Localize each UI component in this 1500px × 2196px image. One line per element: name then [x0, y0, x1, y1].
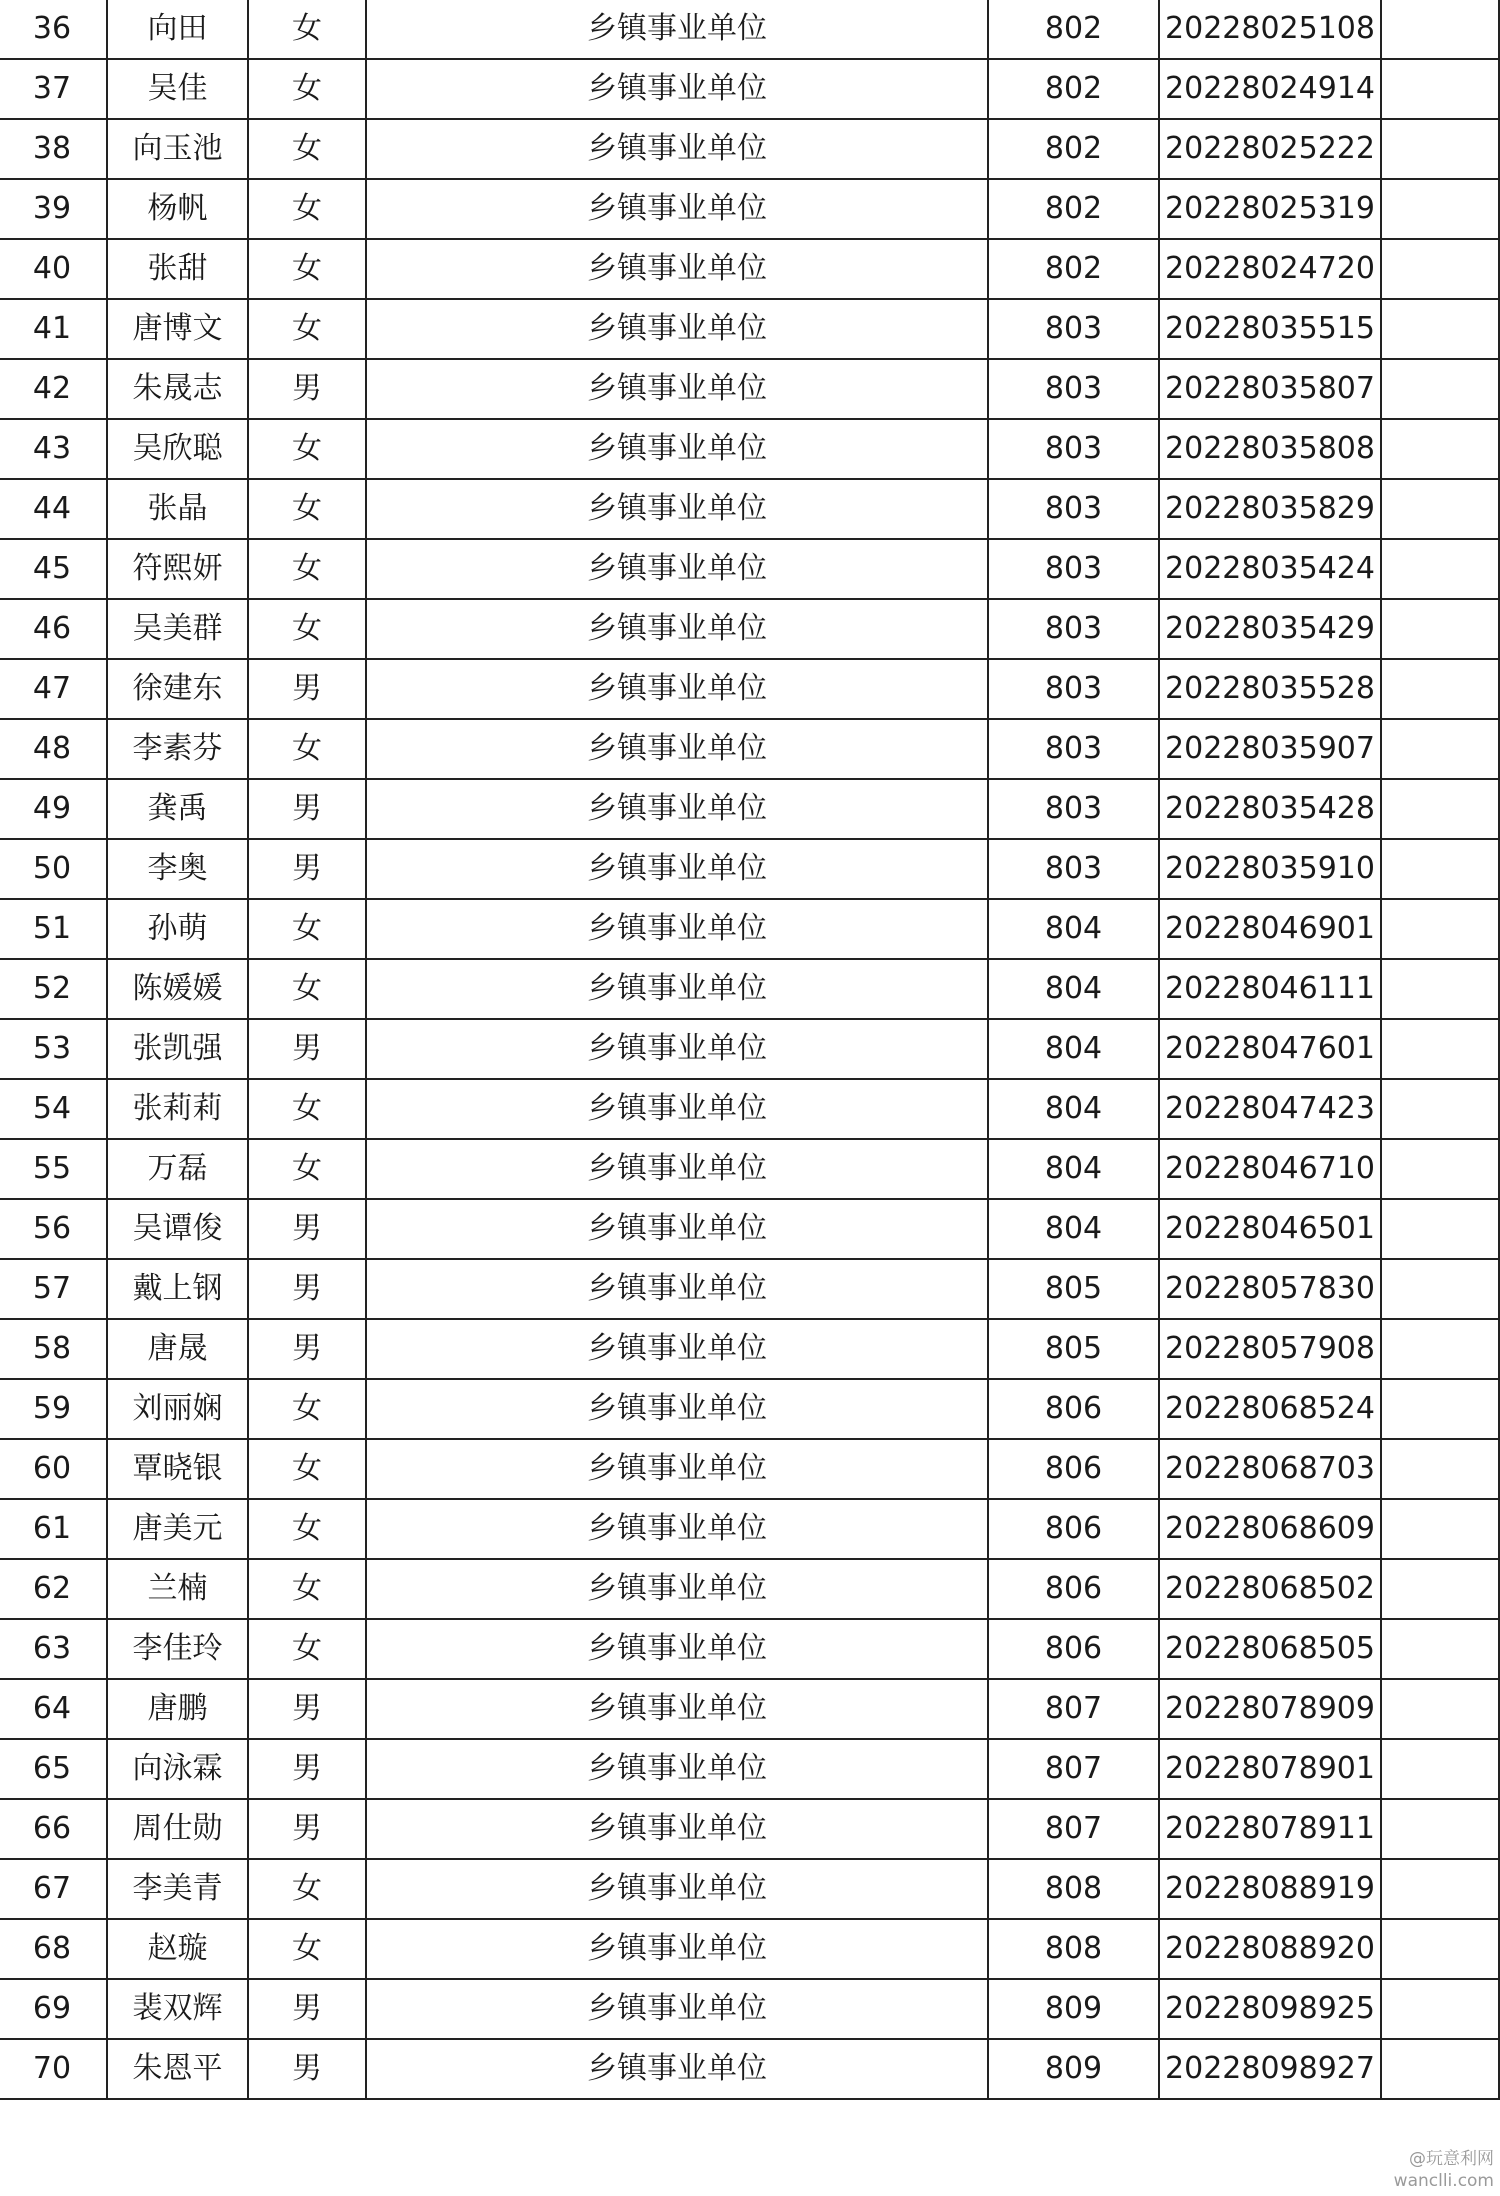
row-number-cell: 49 — [0, 779, 107, 839]
table-row — [0, 1199, 1499, 1259]
position-code-cell: 803 — [988, 659, 1159, 719]
table-row — [0, 1019, 1499, 1079]
gender-cell: 女 — [248, 1499, 366, 1559]
row-number-cell: 53 — [0, 1019, 107, 1079]
gender-cell: 女 — [248, 59, 366, 119]
name-cell: 张莉莉 — [107, 1079, 248, 1139]
unit-type-cell: 乡镇事业单位 — [366, 719, 988, 779]
position-code-cell: 807 — [988, 1799, 1159, 1859]
row-number-cell: 47 — [0, 659, 107, 719]
row-number-cell: 37 — [0, 59, 107, 119]
remarks-cell — [1381, 2039, 1499, 2099]
exam-id-cell: 20228068502 — [1159, 1559, 1381, 1619]
remarks-cell — [1381, 1019, 1499, 1079]
table-row — [0, 1499, 1499, 1559]
row-number-cell: 44 — [0, 479, 107, 539]
exam-id-cell: 20228078901 — [1159, 1739, 1381, 1799]
position-code-cell: 809 — [988, 1979, 1159, 2039]
row-number-cell: 51 — [0, 899, 107, 959]
row-number-cell: 56 — [0, 1199, 107, 1259]
remarks-cell — [1381, 1919, 1499, 1979]
gender-cell: 男 — [248, 1799, 366, 1859]
position-code-cell: 803 — [988, 299, 1159, 359]
remarks-cell — [1381, 719, 1499, 779]
name-cell: 李素芬 — [107, 719, 248, 779]
exam-id-cell: 20228068505 — [1159, 1619, 1381, 1679]
table-row — [0, 659, 1499, 719]
name-cell: 向玉池 — [107, 119, 248, 179]
unit-type-cell: 乡镇事业单位 — [366, 539, 988, 599]
table-row — [0, 119, 1499, 179]
position-code-cell: 804 — [988, 959, 1159, 1019]
unit-type-cell: 乡镇事业单位 — [366, 1499, 988, 1559]
unit-type-cell: 乡镇事业单位 — [366, 839, 988, 899]
row-number-cell: 64 — [0, 1679, 107, 1739]
row-number-cell: 43 — [0, 419, 107, 479]
name-cell: 龚禹 — [107, 779, 248, 839]
exam-id-cell: 20228098927 — [1159, 2039, 1381, 2099]
position-code-cell: 805 — [988, 1319, 1159, 1379]
exam-id-cell: 20228088920 — [1159, 1919, 1381, 1979]
position-code-cell: 803 — [988, 599, 1159, 659]
row-number-cell: 69 — [0, 1979, 107, 2039]
position-code-cell: 803 — [988, 479, 1159, 539]
position-code-cell: 803 — [988, 779, 1159, 839]
remarks-cell — [1381, 1859, 1499, 1919]
name-cell: 孙萌 — [107, 899, 248, 959]
remarks-cell — [1381, 839, 1499, 899]
row-number-cell: 38 — [0, 119, 107, 179]
position-code-cell: 807 — [988, 1679, 1159, 1739]
position-code-cell: 803 — [988, 419, 1159, 479]
row-number-cell: 40 — [0, 239, 107, 299]
row-number-cell: 61 — [0, 1499, 107, 1559]
unit-type-cell: 乡镇事业单位 — [366, 1259, 988, 1319]
table-row — [0, 1139, 1499, 1199]
gender-cell: 女 — [248, 899, 366, 959]
row-number-cell: 46 — [0, 599, 107, 659]
name-cell: 周仕勋 — [107, 1799, 248, 1859]
name-cell: 吴美群 — [107, 599, 248, 659]
table-row — [0, 539, 1499, 599]
table-row — [0, 1379, 1499, 1439]
table-row — [0, 299, 1499, 359]
table-row — [0, 1559, 1499, 1619]
name-cell: 李美青 — [107, 1859, 248, 1919]
unit-type-cell: 乡镇事业单位 — [366, 1199, 988, 1259]
position-code-cell: 804 — [988, 1079, 1159, 1139]
position-code-cell: 802 — [988, 119, 1159, 179]
remarks-cell — [1381, 59, 1499, 119]
table-row — [0, 1919, 1499, 1979]
gender-cell: 女 — [248, 1379, 366, 1439]
unit-type-cell: 乡镇事业单位 — [366, 1559, 988, 1619]
remarks-cell — [1381, 599, 1499, 659]
position-code-cell: 806 — [988, 1619, 1159, 1679]
table-row — [0, 839, 1499, 899]
row-number-cell: 45 — [0, 539, 107, 599]
remarks-cell — [1381, 359, 1499, 419]
exam-id-cell: 20228035429 — [1159, 599, 1381, 659]
position-code-cell: 803 — [988, 719, 1159, 779]
gender-cell: 女 — [248, 1919, 366, 1979]
name-cell: 朱晟志 — [107, 359, 248, 419]
exam-id-cell: 20228035910 — [1159, 839, 1381, 899]
unit-type-cell: 乡镇事业单位 — [366, 1679, 988, 1739]
position-code-cell: 804 — [988, 899, 1159, 959]
exam-id-cell: 20228024914 — [1159, 59, 1381, 119]
name-cell: 唐博文 — [107, 299, 248, 359]
name-cell: 李奥 — [107, 839, 248, 899]
row-number-cell: 52 — [0, 959, 107, 1019]
name-cell: 覃晓银 — [107, 1439, 248, 1499]
remarks-cell — [1381, 1079, 1499, 1139]
table-row — [0, 1679, 1499, 1739]
remarks-cell — [1381, 1499, 1499, 1559]
gender-cell: 女 — [248, 119, 366, 179]
remarks-cell — [1381, 1379, 1499, 1439]
remarks-cell — [1381, 239, 1499, 299]
gender-cell: 女 — [248, 1439, 366, 1499]
unit-type-cell: 乡镇事业单位 — [366, 1619, 988, 1679]
gender-cell: 女 — [248, 299, 366, 359]
unit-type-cell: 乡镇事业单位 — [366, 1739, 988, 1799]
row-number-cell: 42 — [0, 359, 107, 419]
unit-type-cell: 乡镇事业单位 — [366, 179, 988, 239]
row-number-cell: 65 — [0, 1739, 107, 1799]
unit-type-cell: 乡镇事业单位 — [366, 1019, 988, 1079]
position-code-cell: 803 — [988, 839, 1159, 899]
name-cell: 杨帆 — [107, 179, 248, 239]
name-cell: 万磊 — [107, 1139, 248, 1199]
unit-type-cell: 乡镇事业单位 — [366, 299, 988, 359]
exam-id-cell: 20228068703 — [1159, 1439, 1381, 1499]
name-cell: 吴谭俊 — [107, 1199, 248, 1259]
exam-id-cell: 20228088919 — [1159, 1859, 1381, 1919]
name-cell: 刘丽娴 — [107, 1379, 248, 1439]
gender-cell: 女 — [248, 539, 366, 599]
gender-cell: 女 — [248, 1139, 366, 1199]
row-number-cell: 59 — [0, 1379, 107, 1439]
exam-id-cell: 20228035424 — [1159, 539, 1381, 599]
exam-id-cell: 20228035515 — [1159, 299, 1381, 359]
exam-id-cell: 20228046501 — [1159, 1199, 1381, 1259]
gender-cell: 男 — [248, 2039, 366, 2099]
position-code-cell: 808 — [988, 1919, 1159, 1979]
exam-id-cell: 20228078909 — [1159, 1679, 1381, 1739]
unit-type-cell: 乡镇事业单位 — [366, 59, 988, 119]
exam-id-cell: 20228078911 — [1159, 1799, 1381, 1859]
table-row — [0, 1799, 1499, 1859]
gender-cell: 男 — [248, 659, 366, 719]
remarks-cell — [1381, 1619, 1499, 1679]
exam-id-cell: 20228035807 — [1159, 359, 1381, 419]
row-number-cell: 48 — [0, 719, 107, 779]
table-row — [0, 1439, 1499, 1499]
position-code-cell: 803 — [988, 539, 1159, 599]
unit-type-cell: 乡镇事业单位 — [366, 659, 988, 719]
watermark-line-2: wanclli.com — [1393, 2171, 1494, 2191]
table-row — [0, 1739, 1499, 1799]
unit-type-cell: 乡镇事业单位 — [366, 959, 988, 1019]
unit-type-cell: 乡镇事业单位 — [366, 1079, 988, 1139]
unit-type-cell: 乡镇事业单位 — [366, 1979, 988, 2039]
position-code-cell: 808 — [988, 1859, 1159, 1919]
position-code-cell: 806 — [988, 1559, 1159, 1619]
row-number-cell: 57 — [0, 1259, 107, 1319]
unit-type-cell: 乡镇事业单位 — [366, 239, 988, 299]
exam-id-cell: 20228098925 — [1159, 1979, 1381, 2039]
table-row — [0, 2039, 1499, 2099]
position-code-cell: 809 — [988, 2039, 1159, 2099]
table-row — [0, 1619, 1499, 1679]
table-row — [0, 419, 1499, 479]
name-cell: 张晶 — [107, 479, 248, 539]
row-number-cell: 62 — [0, 1559, 107, 1619]
row-number-cell: 63 — [0, 1619, 107, 1679]
name-cell: 徐建东 — [107, 659, 248, 719]
gender-cell: 男 — [248, 1259, 366, 1319]
remarks-cell — [1381, 659, 1499, 719]
name-cell: 李佳玲 — [107, 1619, 248, 1679]
unit-type-cell: 乡镇事业单位 — [366, 1799, 988, 1859]
name-cell: 张甜 — [107, 239, 248, 299]
exam-id-cell: 20228046710 — [1159, 1139, 1381, 1199]
exam-id-cell: 20228035528 — [1159, 659, 1381, 719]
position-code-cell: 806 — [988, 1499, 1159, 1559]
exam-id-cell: 20228025222 — [1159, 119, 1381, 179]
gender-cell: 女 — [248, 479, 366, 539]
watermark-line-1: @玩意利网 — [1409, 2149, 1494, 2169]
table-row — [0, 1859, 1499, 1919]
gender-cell: 女 — [248, 1079, 366, 1139]
table-row — [0, 1979, 1499, 2039]
remarks-cell — [1381, 1139, 1499, 1199]
row-number-cell: 58 — [0, 1319, 107, 1379]
unit-type-cell: 乡镇事业单位 — [366, 0, 988, 59]
exam-id-cell: 20228035808 — [1159, 419, 1381, 479]
gender-cell: 女 — [248, 179, 366, 239]
gender-cell: 男 — [248, 839, 366, 899]
row-number-cell: 54 — [0, 1079, 107, 1139]
exam-id-cell: 20228068524 — [1159, 1379, 1381, 1439]
exam-id-cell: 20228047601 — [1159, 1019, 1381, 1079]
table-row — [0, 0, 1499, 59]
row-number-cell: 66 — [0, 1799, 107, 1859]
position-code-cell: 803 — [988, 359, 1159, 419]
row-number-cell: 70 — [0, 2039, 107, 2099]
exam-id-cell: 20228046111 — [1159, 959, 1381, 1019]
remarks-cell — [1381, 0, 1499, 59]
name-cell: 吴欣聪 — [107, 419, 248, 479]
remarks-cell — [1381, 1799, 1499, 1859]
position-code-cell: 802 — [988, 239, 1159, 299]
remarks-cell — [1381, 479, 1499, 539]
row-number-cell: 60 — [0, 1439, 107, 1499]
gender-cell: 女 — [248, 959, 366, 1019]
table-row — [0, 899, 1499, 959]
remarks-cell — [1381, 1259, 1499, 1319]
table-row — [0, 1319, 1499, 1379]
gender-cell: 男 — [248, 1319, 366, 1379]
row-number-cell: 55 — [0, 1139, 107, 1199]
position-code-cell: 806 — [988, 1439, 1159, 1499]
gender-cell: 男 — [248, 1739, 366, 1799]
exam-id-cell: 20228035428 — [1159, 779, 1381, 839]
gender-cell: 女 — [248, 419, 366, 479]
row-number-cell: 68 — [0, 1919, 107, 1979]
table-row — [0, 479, 1499, 539]
name-cell: 朱恩平 — [107, 2039, 248, 2099]
position-code-cell: 804 — [988, 1199, 1159, 1259]
gender-cell: 女 — [248, 1619, 366, 1679]
remarks-cell — [1381, 1439, 1499, 1499]
table-row — [0, 239, 1499, 299]
row-number-cell: 36 — [0, 0, 107, 59]
gender-cell: 女 — [248, 1859, 366, 1919]
remarks-cell — [1381, 1679, 1499, 1739]
gender-cell: 男 — [248, 1979, 366, 2039]
name-cell: 张凯强 — [107, 1019, 248, 1079]
position-code-cell: 802 — [988, 179, 1159, 239]
gender-cell: 女 — [248, 599, 366, 659]
name-cell: 唐晟 — [107, 1319, 248, 1379]
name-cell: 向泳霖 — [107, 1739, 248, 1799]
table-row — [0, 359, 1499, 419]
gender-cell: 女 — [248, 0, 366, 59]
unit-type-cell: 乡镇事业单位 — [366, 479, 988, 539]
position-code-cell: 804 — [988, 1019, 1159, 1079]
exam-id-cell: 20228025319 — [1159, 179, 1381, 239]
exam-id-cell: 20228035907 — [1159, 719, 1381, 779]
remarks-cell — [1381, 899, 1499, 959]
name-cell: 兰楠 — [107, 1559, 248, 1619]
remarks-cell — [1381, 419, 1499, 479]
gender-cell: 男 — [248, 1199, 366, 1259]
table-row — [0, 1079, 1499, 1139]
remarks-cell — [1381, 959, 1499, 1019]
table-row — [0, 959, 1499, 1019]
gender-cell: 女 — [248, 719, 366, 779]
unit-type-cell: 乡镇事业单位 — [366, 899, 988, 959]
exam-id-cell: 20228024720 — [1159, 239, 1381, 299]
name-cell: 陈媛媛 — [107, 959, 248, 1019]
exam-id-cell: 20228057830 — [1159, 1259, 1381, 1319]
gender-cell: 男 — [248, 1019, 366, 1079]
unit-type-cell: 乡镇事业单位 — [366, 419, 988, 479]
unit-type-cell: 乡镇事业单位 — [366, 599, 988, 659]
name-cell: 唐美元 — [107, 1499, 248, 1559]
name-cell: 裴双辉 — [107, 1979, 248, 2039]
table-row — [0, 719, 1499, 779]
name-cell: 戴上钢 — [107, 1259, 248, 1319]
unit-type-cell: 乡镇事业单位 — [366, 1919, 988, 1979]
exam-id-cell: 20228046901 — [1159, 899, 1381, 959]
table-row — [0, 599, 1499, 659]
unit-type-cell: 乡镇事业单位 — [366, 779, 988, 839]
name-cell: 唐鹏 — [107, 1679, 248, 1739]
unit-type-cell: 乡镇事业单位 — [366, 1319, 988, 1379]
table-row — [0, 1259, 1499, 1319]
remarks-cell — [1381, 779, 1499, 839]
remarks-cell — [1381, 299, 1499, 359]
remarks-cell — [1381, 1199, 1499, 1259]
position-code-cell: 804 — [988, 1139, 1159, 1199]
exam-id-cell: 20228057908 — [1159, 1319, 1381, 1379]
position-code-cell: 806 — [988, 1379, 1159, 1439]
exam-id-cell: 20228025108 — [1159, 0, 1381, 59]
name-cell: 符熙妍 — [107, 539, 248, 599]
position-code-cell: 807 — [988, 1739, 1159, 1799]
name-cell: 赵璇 — [107, 1919, 248, 1979]
remarks-cell — [1381, 1739, 1499, 1799]
remarks-cell — [1381, 1319, 1499, 1379]
table-row — [0, 779, 1499, 839]
gender-cell: 男 — [248, 779, 366, 839]
unit-type-cell: 乡镇事业单位 — [366, 119, 988, 179]
position-code-cell: 802 — [988, 59, 1159, 119]
watermark — [1394, 2148, 1494, 2192]
row-number-cell: 50 — [0, 839, 107, 899]
name-cell: 向田 — [107, 0, 248, 59]
unit-type-cell: 乡镇事业单位 — [366, 1439, 988, 1499]
remarks-cell — [1381, 539, 1499, 599]
table-row — [0, 179, 1499, 239]
gender-cell: 女 — [248, 239, 366, 299]
remarks-cell — [1381, 1979, 1499, 2039]
row-number-cell: 67 — [0, 1859, 107, 1919]
name-cell: 吴佳 — [107, 59, 248, 119]
exam-id-cell: 20228068609 — [1159, 1499, 1381, 1559]
gender-cell: 男 — [248, 359, 366, 419]
remarks-cell — [1381, 179, 1499, 239]
exam-id-cell: 20228035829 — [1159, 479, 1381, 539]
unit-type-cell: 乡镇事业单位 — [366, 1139, 988, 1199]
unit-type-cell: 乡镇事业单位 — [366, 359, 988, 419]
remarks-cell — [1381, 1559, 1499, 1619]
unit-type-cell: 乡镇事业单位 — [366, 1859, 988, 1919]
row-number-cell: 39 — [0, 179, 107, 239]
gender-cell: 男 — [248, 1679, 366, 1739]
exam-id-cell: 20228047423 — [1159, 1079, 1381, 1139]
row-number-cell: 41 — [0, 299, 107, 359]
position-code-cell: 802 — [988, 0, 1159, 59]
unit-type-cell: 乡镇事业单位 — [366, 1379, 988, 1439]
gender-cell: 女 — [248, 1559, 366, 1619]
remarks-cell — [1381, 119, 1499, 179]
table-row — [0, 59, 1499, 119]
unit-type-cell: 乡镇事业单位 — [366, 2039, 988, 2099]
position-code-cell: 805 — [988, 1259, 1159, 1319]
